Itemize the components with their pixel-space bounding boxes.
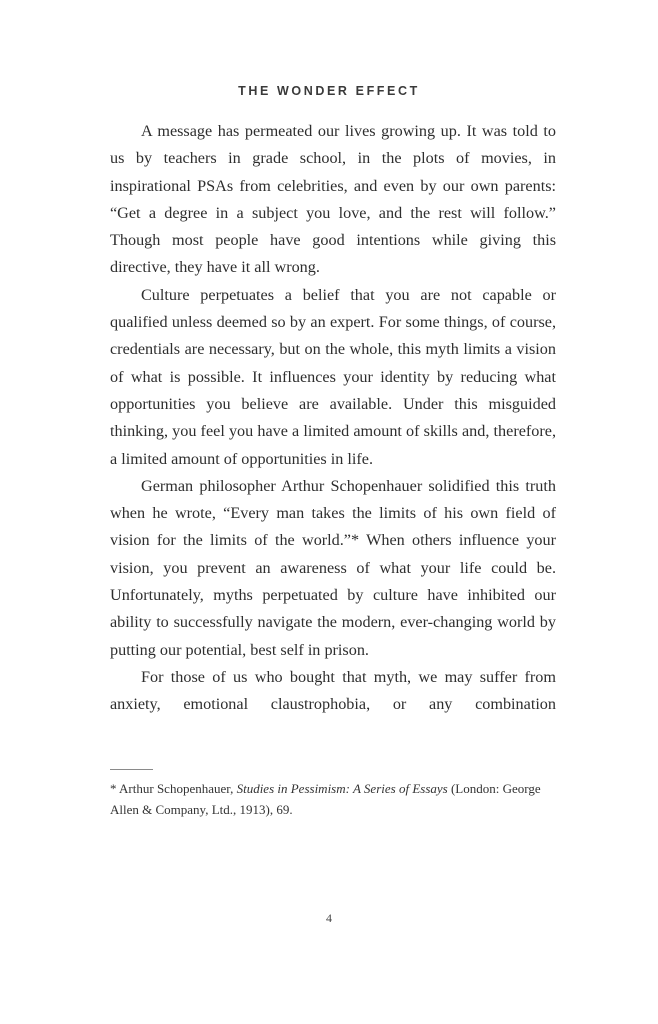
footnote-publication: (London: George Allen & Company, Ltd., 1913), 69. <box>110 781 541 817</box>
footnote-author: Arthur Schopenhauer, <box>119 781 237 796</box>
paragraph: Culture perpetuates a belief that you are not capable or qualified unless deemed so by an expert. For some things, of course, credentials are necessary, but on the whole, this myth limits a vision of what is possible. It influences your identity by reducing what opportunities you believe are available. Under this misguided thinking, you feel you have a limited amount of skills and, therefore, a limited amount of opportunities in life. <box>110 285 556 468</box>
paragraph: A message has permeated our lives growing up. It was told to us by teachers in grade school, in the plots of movies, in inspirational PSAs from celebrities, and even by our own parents: “Get a degree in a subject you love, and the rest will follow.” Though most people have good intentions while giving this directive, they have it all wrong. <box>110 122 556 277</box>
paragraph: For those of us who bought that myth, we may suffer from anxiety, emotional claustrophobia, or any combination <box>110 667 556 714</box>
footnote-marker: * <box>110 781 120 796</box>
footnote-title: Studies in Pessimism: A Series of Essays <box>236 781 448 796</box>
body-text <box>110 118 556 719</box>
footnote <box>110 778 556 820</box>
footnote-divider <box>110 769 153 770</box>
page-number: 4 <box>326 911 332 925</box>
running-head: THE WONDER EFFECT <box>238 84 420 98</box>
paragraph: German philosopher Arthur Schopenhauer solidified this truth when he wrote, “Every man takes the limits of his own field of vision for the limits of the world.”* When others influence your vision, you prevent an awareness of what your life could be. Unfortunately, myths perpetuated by culture have inhibited our ability to successfully navigate the modern, ever-changing world by putting our potential, best self in prison. <box>110 476 556 659</box>
